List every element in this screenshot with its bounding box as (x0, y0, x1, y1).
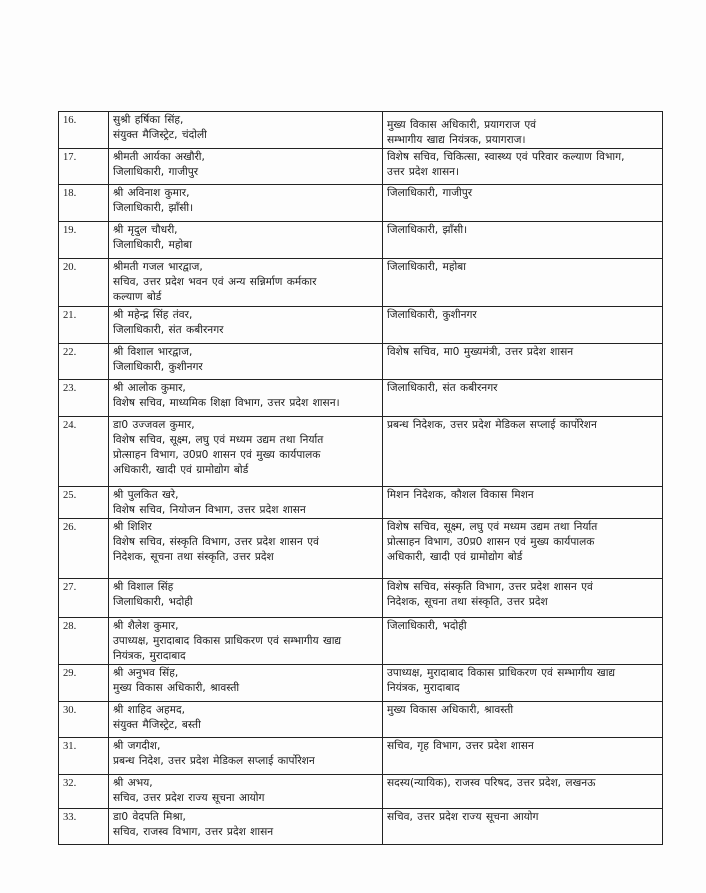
serial-number: 24. (59, 417, 109, 487)
table-row (59, 809, 663, 845)
current-posting-cell (109, 222, 383, 259)
officer-name: श्री विशाल सिंह (113, 581, 174, 593)
table-row (59, 149, 663, 185)
new-posting-line: विशेष सचिव, संस्कृति विभाग, उत्तर प्रदेश शासन एवं (387, 581, 593, 593)
new-posting-cell (383, 380, 663, 417)
new-posting-cell (383, 519, 663, 579)
officer-name: श्रीमती गजल भारद्वाज, (113, 261, 203, 273)
current-posting-cell (109, 259, 383, 307)
new-posting-cell (383, 702, 663, 738)
officer-name: श्रीमती आर्यका अखौरी, (113, 151, 205, 163)
serial-number: 33. (59, 809, 109, 845)
new-posting-line: जिलाधिकारी, संत कबीरनगर (387, 382, 498, 394)
current-posting-line: प्रबन्ध निदेश, उत्तर प्रदेश मेडिकल सप्लाई कार्पोरेशन (113, 755, 315, 767)
current-posting-cell (109, 579, 383, 618)
serial-number: 27. (59, 579, 109, 618)
table-row (59, 222, 663, 259)
officer-name: श्री शाहिद अहमद, (113, 704, 185, 716)
table-row (59, 417, 663, 487)
new-posting-cell (383, 259, 663, 307)
serial-number: 31. (59, 738, 109, 775)
current-posting-line: जिलाधिकारी, कुशीनगर (113, 361, 203, 373)
officer-name: डा0 वेदपति मिश्रा, (113, 811, 186, 823)
officer-name: श्री विशाल भारद्वाज, (113, 346, 193, 358)
new-posting-line: मुख्य विकास अधिकारी, श्रावस्ती (387, 704, 514, 716)
new-posting-line: जिलाधिकारी, झाँसी। (387, 224, 468, 236)
new-posting-cell (383, 307, 663, 344)
serial-number: 28. (59, 618, 109, 665)
officer-name: सुश्री हर्षिका सिंह, (113, 114, 184, 126)
table-row (59, 259, 663, 307)
current-posting-line: विशेष सचिव, सूक्ष्म, लघु एवं मध्यम उद्यम तथा निर्यात (113, 434, 324, 446)
officer-name: श्री मृदुल चौधरी, (113, 224, 178, 236)
serial-number: 26. (59, 519, 109, 579)
new-posting-cell (383, 775, 663, 809)
current-posting-line: मुख्य विकास अधिकारी, श्रावस्ती (113, 682, 240, 694)
officer-name: श्री अभय, (113, 777, 153, 789)
current-posting-cell (109, 738, 383, 775)
officer-name: श्री जगदीश, (113, 740, 161, 752)
new-posting-cell (383, 618, 663, 665)
serial-number: 19. (59, 222, 109, 259)
table-row (59, 185, 663, 222)
current-posting-cell (109, 519, 383, 579)
new-posting-line: मिशन निदेशक, कौशल विकास मिशन (387, 489, 534, 501)
table-row (59, 665, 663, 702)
new-posting-cell (383, 222, 663, 259)
new-posting-cell (383, 665, 663, 702)
new-posting-line: निदेशक, सूचना तथा संस्कृति, उत्तर प्रदेश (387, 596, 548, 608)
current-posting-cell (109, 307, 383, 344)
new-posting-line: सचिव, गृह विभाग, उत्तर प्रदेश शासन (387, 740, 534, 752)
new-posting-line: प्रोत्साहन विभाग, उ0प्र0 शासन एवं मुख्य कार्यपालक (387, 536, 595, 548)
serial-number: 30. (59, 702, 109, 738)
current-posting-cell (109, 775, 383, 809)
table-body (59, 112, 663, 845)
new-posting-line: विशेष सचिव, चिकित्सा, स्वास्थ्य एवं परिवार कल्याण विभाग, (387, 151, 625, 163)
serial-number: 17. (59, 149, 109, 185)
serial-number: 25. (59, 487, 109, 519)
current-posting-cell (109, 417, 383, 487)
officer-name: डा0 उज्जवल कुमार, (113, 419, 195, 431)
table-row (59, 738, 663, 775)
officer-name: श्री महेन्द्र सिंह तंवर, (113, 309, 193, 321)
new-posting-line: उपाध्यक्ष, मुरादाबाद विकास प्राधिकरण एवं सम्भागीय खाद्य (387, 667, 616, 679)
officer-name: श्री शैलेश कुमार, (113, 620, 179, 632)
new-posting-cell (383, 344, 663, 380)
new-posting-line: नियंत्रक, मुरादाबाद (387, 682, 460, 694)
table-row (59, 702, 663, 738)
new-posting-line: अधिकारी, खादी एवं ग्रामोद्योग बोर्ड (387, 551, 523, 563)
current-posting-line: जिलाधिकारी, महोबा (113, 239, 192, 251)
new-posting-line: सम्भागीय खाद्य नियंत्रक, प्रयागराज। (387, 134, 526, 146)
table-row (59, 380, 663, 417)
new-posting-line: विशेष सचिव, सूक्ष्म, लघु एवं मध्यम उद्यम तथा निर्यात (387, 521, 598, 533)
new-posting-line: जिलाधिकारी, कुशीनगर (387, 309, 477, 321)
serial-number: 21. (59, 307, 109, 344)
current-posting-line: विशेष सचिव, संस्कृति विभाग, उत्तर प्रदेश शासन एवं (113, 536, 319, 548)
current-posting-cell (109, 487, 383, 519)
table-row (59, 112, 663, 149)
current-posting-line: अधिकारी, खादी एवं ग्रामोद्योग बोर्ड (113, 464, 249, 476)
current-posting-line: जिलाधिकारी, संत कबीरनगर (113, 324, 224, 336)
new-posting-cell (383, 149, 663, 185)
new-posting-cell (383, 417, 663, 487)
new-posting-line: प्रबन्ध निदेशक, उत्तर प्रदेश मेडिकल सप्लाई कार्पोरेशन (387, 419, 597, 431)
current-posting-line: नियंत्रक, मुरादाबाद (113, 650, 186, 662)
new-posting-cell (383, 112, 663, 149)
current-posting-line: विशेष सचिव, नियोजन विभाग, उत्तर प्रदेश शासन (113, 504, 306, 516)
new-posting-line: उत्तर प्रदेश शासन। (387, 166, 460, 178)
new-posting-line: जिलाधिकारी, महोबा (387, 261, 466, 273)
current-posting-line: प्रोत्साहन विभाग, उ0प्र0 शासन एवं मुख्य कार्यपालक (113, 449, 321, 461)
current-posting-line: जिलाधिकारी, झाँसी। (113, 202, 194, 214)
current-posting-cell (109, 112, 383, 149)
new-posting-line: सदस्य(न्यायिक), राजस्व परिषद, उत्तर प्रदेश, लखनऊ (387, 777, 596, 789)
table-row (59, 618, 663, 665)
table-row (59, 519, 663, 579)
serial-number: 18. (59, 185, 109, 222)
current-posting-line: विशेष सचिव, माध्यमिक शिक्षा विभाग, उत्तर प्रदेश शासन। (113, 397, 340, 409)
new-posting-cell (383, 579, 663, 618)
current-posting-cell (109, 149, 383, 185)
current-posting-line: संयुक्त मैजिस्ट्रेट, चंदोली (113, 129, 207, 141)
current-posting-cell (109, 380, 383, 417)
current-posting-line: कल्याण बोर्ड (113, 291, 162, 303)
table-row (59, 579, 663, 618)
serial-number: 29. (59, 665, 109, 702)
current-posting-cell (109, 185, 383, 222)
table-row (59, 307, 663, 344)
officer-name: श्री शिशिर (113, 521, 152, 533)
officer-name: श्री अविनाश कुमार, (113, 187, 190, 199)
new-posting-cell (383, 487, 663, 519)
current-posting-line: जिलाधिकारी, भदोही (113, 596, 193, 608)
new-posting-cell (383, 809, 663, 845)
current-posting-cell (109, 665, 383, 702)
current-posting-line: सचिव, उत्तर प्रदेश भवन एवं अन्य सन्निर्माण कर्मकार (113, 276, 317, 288)
serial-number: 16. (59, 112, 109, 149)
current-posting-line: सचिव, उत्तर प्रदेश राज्य सूचना आयोग (113, 792, 265, 804)
officer-name: श्री अनुभव सिंह, (113, 667, 179, 679)
current-posting-line: निदेशक, सूचना तथा संस्कृति, उत्तर प्रदेश (113, 551, 274, 563)
transfer-list-table (58, 111, 663, 845)
current-posting-line: उपाध्यक्ष, मुरादाबाद विकास प्राधिकरण एवं सम्भागीय खाद्य (113, 635, 342, 647)
table-row (59, 775, 663, 809)
serial-number: 32. (59, 775, 109, 809)
table-row (59, 487, 663, 519)
new-posting-line: मुख्य विकास अधिकारी, प्रयागराज एवं (387, 119, 537, 131)
table-row (59, 344, 663, 380)
current-posting-cell (109, 344, 383, 380)
new-posting-cell (383, 185, 663, 222)
serial-number: 23. (59, 380, 109, 417)
current-posting-cell (109, 618, 383, 665)
officer-name: श्री पुलकित खरे, (113, 489, 179, 501)
current-posting-line: संयुक्त मैजिस्ट्रेट, बस्ती (113, 719, 201, 731)
current-posting-line: जिलाधिकारी, गाजीपुर (113, 166, 199, 178)
serial-number: 22. (59, 344, 109, 380)
current-posting-line: सचिव, राजस्व विभाग, उत्तर प्रदेश शासन (113, 826, 274, 838)
new-posting-line: विशेष सचिव, मा0 मुख्यमंत्री, उत्तर प्रदेश शासन (387, 346, 574, 358)
new-posting-line: जिलाधिकारी, भदोही (387, 620, 467, 632)
new-posting-line: जिलाधिकारी, गाजीपुर (387, 187, 473, 199)
officer-name: श्री आलोक कुमार, (113, 382, 186, 394)
serial-number: 20. (59, 259, 109, 307)
new-posting-cell (383, 738, 663, 775)
current-posting-cell (109, 809, 383, 845)
current-posting-cell (109, 702, 383, 738)
new-posting-line: सचिव, उत्तर प्रदेश राज्य सूचना आयोग (387, 811, 539, 823)
